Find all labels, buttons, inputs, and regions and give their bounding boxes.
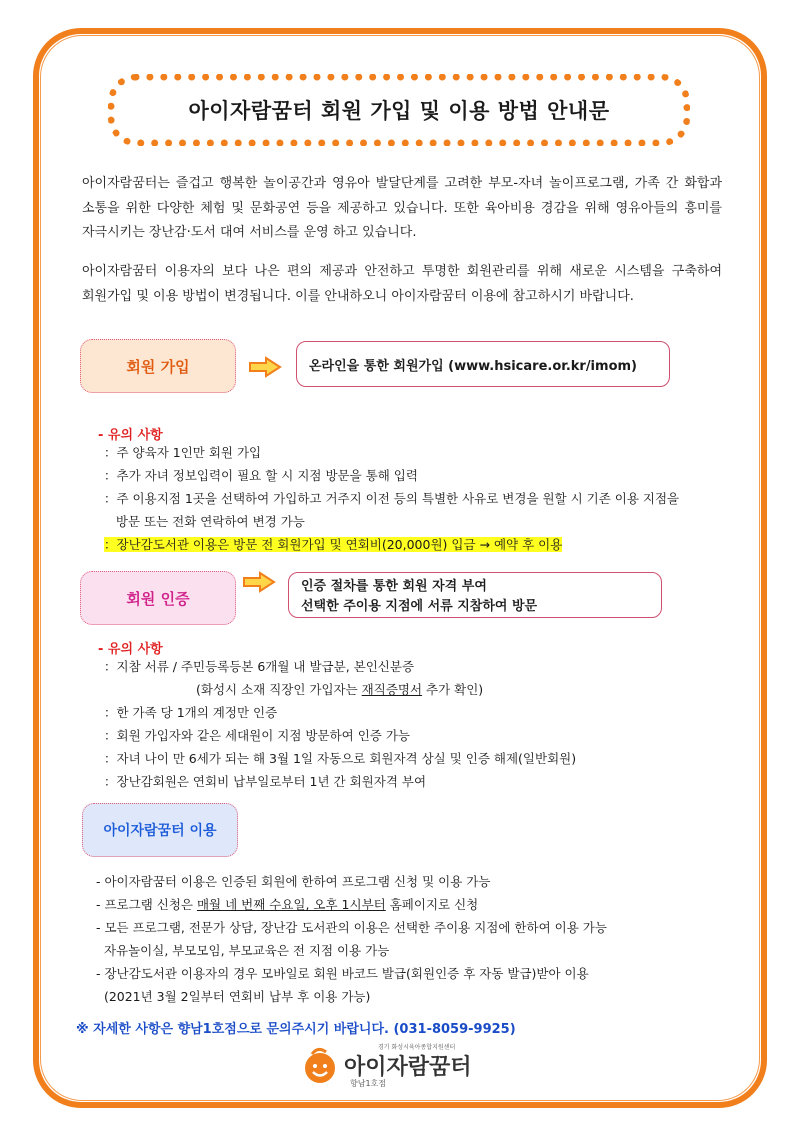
arrow-right-icon bbox=[242, 571, 276, 593]
employment-cert-text: 재직증명서 bbox=[361, 682, 423, 697]
logo bbox=[300, 1042, 510, 1088]
list-item: ：한 가족 당 1개의 계정만 인증 bbox=[104, 705, 278, 720]
list-item: ：장난감회원은 연회비 납부일로부터 1년 간 회원자격 부여 bbox=[104, 774, 427, 789]
signup-label: 회원 가입 bbox=[80, 339, 236, 393]
list-item: ：주 양육자 1인만 회원 가입 bbox=[104, 445, 262, 460]
auth-note-heading: - 유의 사항 bbox=[98, 642, 163, 657]
list-item: ：지참 서류 / 주민등록등본 6개월 내 발급분, 본인신분증 bbox=[104, 659, 415, 674]
title-box bbox=[108, 74, 690, 146]
list-item: - 장난감도서관 이용자의 경우 모바일로 회원 바코드 발급(회원인증 후 자동 발급)받아 이용 bbox=[96, 966, 589, 981]
list-item: - 프로그램 신청은 매월 네 번째 수요일, 오후 1시부터 홈페이지로 신청 bbox=[96, 897, 479, 912]
auth-info-box bbox=[288, 572, 662, 618]
signup-notes bbox=[104, 441, 744, 556]
logo-branch: 향남1호점 bbox=[350, 1079, 387, 1088]
list-item: ：회원 가입자와 같은 세대원이 지점 방문하여 인증 가능 bbox=[104, 728, 410, 743]
list-item: - 아이자람꿈터 이용은 인증된 회원에 한하여 프로그램 신청 및 이용 가능 bbox=[96, 874, 491, 889]
signup-note-heading: - 유의 사항 bbox=[98, 428, 163, 443]
usage-label: 아이자람꿈터 이용 bbox=[82, 803, 238, 857]
intro-paragraph-2: 아이자람꿈터 이용자의 보다 나은 편의 제공과 안전하고 투명한 회원관리를 위해 새로운 시스템을 구축하여 회원가입 및 이용 방법이 변경됩니다. 이를 안내하오니 아이자람꿈터 이용에 참고하시기 바랍니다. bbox=[82, 264, 722, 304]
list-item: 자유놀이실, 부모모임, 부모교육은 전 지점 이용 가능 bbox=[96, 943, 390, 958]
logo-text: 아이자람꿈터 bbox=[344, 1055, 472, 1080]
auth-label: 회원 인증 bbox=[80, 571, 236, 625]
signup-highlight-note: ：장난감도서관 이용은 방문 전 회원가입 및 연회비(20,000원) 입금 → 예약 후 이용 bbox=[104, 537, 563, 552]
intro-paragraph-1: 아이자람꿈터는 즐겁고 행복한 놀이공간과 영유아 발달단계를 고려한 부모-자녀 놀이프로그램, 가족 간 화합과 소통을 위한 다양한 체험 및 문화공연 등을 제공하고 있습니다. 또한 육아비용 경감을 위해 영유아들의 흥미를 자극시키는 장난감·도서 대여 서비스를 운영 하고 있습니다. bbox=[82, 176, 722, 240]
list-item: ：추가 자녀 정보입력이 필요 할 시 지점 방문을 통해 입력 bbox=[104, 468, 418, 483]
auth-info-line2: 선택한 주이용 지점에 서류 지참하여 방문 bbox=[301, 599, 538, 614]
list-item: - 모든 프로그램, 전문가 상담, 장난감 도서관의 이용은 선택한 주이용 지점에 한하여 이용 가능 bbox=[96, 920, 607, 935]
list-item: (2021년 3월 2일부터 연회비 납부 후 이용 가능) bbox=[96, 989, 371, 1004]
signup-info-box bbox=[296, 341, 670, 387]
page-title: 아이자람꿈터 회원 가입 및 이용 방법 안내문 bbox=[188, 99, 610, 123]
contact-footer: ※ 자세한 사항은 향남1호점으로 문의주시기 바랍니다. (031-8059-9925) bbox=[76, 1022, 516, 1037]
signup-info: 온라인을 통한 회원가입 (www.hsicare.or.kr/imom) bbox=[309, 358, 637, 374]
auth-info-line1: 인증 절차를 통한 회원 자격 부여 bbox=[301, 579, 487, 594]
list-item: ：주 이용지점 1곳을 선택하여 가입하고 거주지 이전 등의 특별한 사유로 변경을 원할 시 기존 이용 지점을 bbox=[104, 491, 680, 506]
auth-notes bbox=[104, 655, 744, 793]
usage-notes bbox=[96, 870, 736, 1008]
logo-org: 경기 화성시육아종합지원센터 bbox=[378, 1044, 456, 1051]
list-item: ：자녀 나이 만 6세가 되는 해 3월 1일 자동으로 회원자격 상실 및 인증 해제(일반회원) bbox=[104, 751, 577, 766]
signup-schedule-text: 매월 네 번째 수요일, 오후 1시부터 bbox=[196, 897, 386, 912]
logo-face-icon bbox=[300, 1046, 340, 1086]
list-item: 방문 또는 전화 연락하여 변경 가능 bbox=[104, 514, 305, 529]
arrow-right-icon bbox=[248, 356, 282, 378]
list-item: (화성시 소재 직장인 가입자는 재직증명서 추가 확인) bbox=[196, 682, 484, 697]
